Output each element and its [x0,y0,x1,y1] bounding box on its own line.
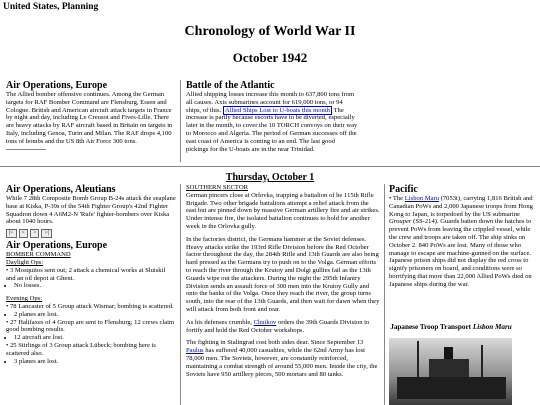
p3-text-a: As his defenses crumble, [186,318,252,326]
pacific-heading: Pacific [389,184,418,195]
air-europe-heading: Air Operations, Europe [6,80,108,91]
paulus-link[interactable]: Paulus [186,347,204,355]
atlantic-text-2: The increase is partly because escorts have to be diverted, especially later in the month, to cover the 10 TORCH convoys on their way to Morocco and Algeria. The period of German successes off the east coast of America is coming to an end. The last good pickings for the U-boats are in the near Trinidad. [186,106,358,153]
p3-text-b: orders the 39th Guards Division to fortify and hold the Red October workshops. [186,318,370,334]
evening-ops-label: Evening Ops: [6,295,43,303]
column-divider [180,80,181,162]
short-divider [6,149,46,150]
bomber-command-label: BOMBER COMMAND [6,251,71,259]
evening-item-3: • 25 Stirlings of 3 Group attack Lübeck; bombing here is scattered also. [6,341,156,357]
bomber-heading: Air Operations, Europe [6,240,108,252]
p4-text-b: has suffered 40,000 casualties, while the 62nd Army has lost 78,000 men. The Soviets, however, are constantly reinforced, maintaining a combat strength of around 55,000 men. Inside the city, the Soviets have 950 artillery pieces, 500 mortars and 80 tanks. [186,347,378,378]
site-title: United States, Planning [3,2,99,12]
atlantic-text-1: Allied shipping losses increase this month to 637,800 tons from all causes. Axis submarines account for 619,000 tons, or 94 ships, of this. [186,91,355,114]
troop-transport-photo [389,338,512,405]
southern-p2: In the factories district, the Germans hammer at the Soviet defenses. Heavy attacks strike the 193rd Rifle Division before the Red October factor throughout the day, the 284th Rifle and 13th Guards are also being hard pressed as the Germans try to push on to the Volga. German efforts to reach the river through the Krutoy and Dolgi gullies fail as the 13th Guards wipe out the attackers. During the night the 295th Infantry Division sends an assault force of 300 men into the Krutoy Gully and onto the banks of the Volga. Once they reach the river, the group turns south, into the rear of the 13th Guards, and then wait for dawn when they will attack from both front and rear. [186,235,380,313]
evening-item-2: • 27 Halifaxes of 4 Group are sent to Flensburg; 12 crews claim good bombing results. [6,318,175,334]
atlantic-body [186,91,358,153]
air-europe-body: The Allied bomber offensive continues. Among the German targets for RAF Bomber Command are Flensburg, Essen and Cologne. British and American aircraft attack targets in France by night and day, including Le Creusot and Fives-Lille. There are heavy attacks by RAF aircraft based in Britain on targets in Italy, including Genoa, Turin and Milan. The RAF drops 4,100 tons of bombs and the US 8th Air Force 300 tons. [6,91,173,145]
p4-text-a: The fighting in Stalingrad cost both sides dear. Since September 13 [186,339,364,347]
pacific-text-c: (SS-214). Guards batten down the hatches to prevent PoWs from leaving the crippled vessel, while the crew and troops are taken off. The ship sinks on October 2. 840 PoWs are lost. Many of those who manage to escape are machine-gunned on the surface. Japanese prison ships did not display the red cross to signify prisoners on board, and conditions were so horrifying that more than 22,000 Allied PoWs died on Japanese ships during the war. [389,218,532,288]
aleutians-body: While 7 28th Composite Bomb Group B-24s attack the seaplane base at Kiska, P-39s of the 54th Fighter Group's 42nd Fighter Squadron down 4 A6M2-N 'Rufe' fighter-bombers over Kiska about 1040 hours. [6,195,176,226]
page-subtitle: October 1942 [232,50,308,65]
chuikov-link[interactable]: Chuikov [253,318,277,326]
evening-text-3: 25 Stirlings of 3 Group attack Lübeck; bombing here is scattered also. [6,341,156,357]
pacific-text-a: The [392,195,404,202]
column-divider [180,184,181,405]
evening-loss-3: • 3 planes are lost. [14,358,176,366]
daylight-text: 3 Mosquitos sent out; 2 attack a chemical works at Sluiskil and an oil depot at Ghent. [6,266,166,282]
day-heading: Thursday, October 1 [225,172,315,183]
daylight-loss: • No losses. [14,282,176,290]
southern-p1: German pincers close at Orlovka, trapping a battalion of he 115th Rifle Brigade. Two other brigade battalions attempt a relief attack from the east but are pinned down by massive German artillery fire and air strikes. Under intense fire, the isolated battalion continues to hold for another week in the Orlovka gully. [186,191,380,230]
nav-first-button[interactable]: |< [6,229,17,238]
aleutians-heading: Air Operations, Aleutians [6,184,116,195]
nav-next-button[interactable]: > [30,229,39,238]
lisbon-maru-link[interactable]: Lisbon Maru [404,195,440,202]
nav-buttons [6,229,176,238]
photo-caption [386,323,516,331]
pacific-body: • The Lisbon Maru (7053t), carrying 1,816 British and Canadian PoWs and 2,000 Japanese troops from Hong Kong to Japan, is torpedoed by the US submarine Grouper (SS-214). Guards batten down the hatches to prevent PoWs from leaving the crippled vessel, while the crew and troops are taken off. The ship sinks on October 2. 840 PoWs are lost. Many of those who manage to escape are machine-gunned on the surface. Japanese prison ships did not display the red cross to signify prisoners on board, and conditions were so horrifying that more than 22,000 Allied PoWs died on Japanese ships during the war. [389,195,533,288]
air-europe-section [6,80,174,150]
evening-text-2: 27 Halifaxes of 4 Group are sent to Flensburg; 12 crews claim good bombing results. [6,318,175,334]
atlantic-heading: Battle of the Atlantic [186,80,275,91]
evening-loss-2: • 12 aircraft are lost. [14,334,176,342]
southern-p3 [186,319,380,335]
nav-last-button[interactable]: >| [41,229,52,238]
left-day-column [6,184,176,365]
southern-p4 [186,339,380,378]
southern-sector-label: SOUTHERN SECTOR [186,184,248,191]
column-divider [384,184,385,405]
daylight-item: • 3 Mosquitos sent out; 2 attack a chemical works at Sluiskil and an oil depot at Ghent. [6,266,166,282]
atlantic-section [186,80,358,153]
page-title: Chronology of World War II [184,24,356,39]
evening-loss-1: • 2 planes are lost. [14,311,176,319]
nav-prev-button[interactable]: < [19,229,28,238]
middle-day-column [186,184,380,378]
evening-item-1: • 78 Lancaster of 5 Group attack Wismar; bombing is scattered. [6,302,174,310]
pacific-text-b: (7053t), carrying 1,816 British and Canadian PoWs and 2,000 Japanese troops from Hong Kong to Japan, is torpedoed by the US submarine [389,195,533,218]
daylight-ops-label: Daylight Ops: [6,258,44,266]
evening-text-1: 78 Lancaster of 5 Group attack Wismar; bombing is scattered. [9,302,174,310]
ships-lost-link[interactable]: Allied Ships Lost to U-boats this month [224,106,330,114]
caption-ship-name: Lisbon Maru [472,323,512,331]
caption-text: Japanese Troop Transport [390,323,472,331]
pacific-column [389,184,535,289]
grouper-name: Grouper [389,218,412,226]
section-divider [0,166,540,167]
